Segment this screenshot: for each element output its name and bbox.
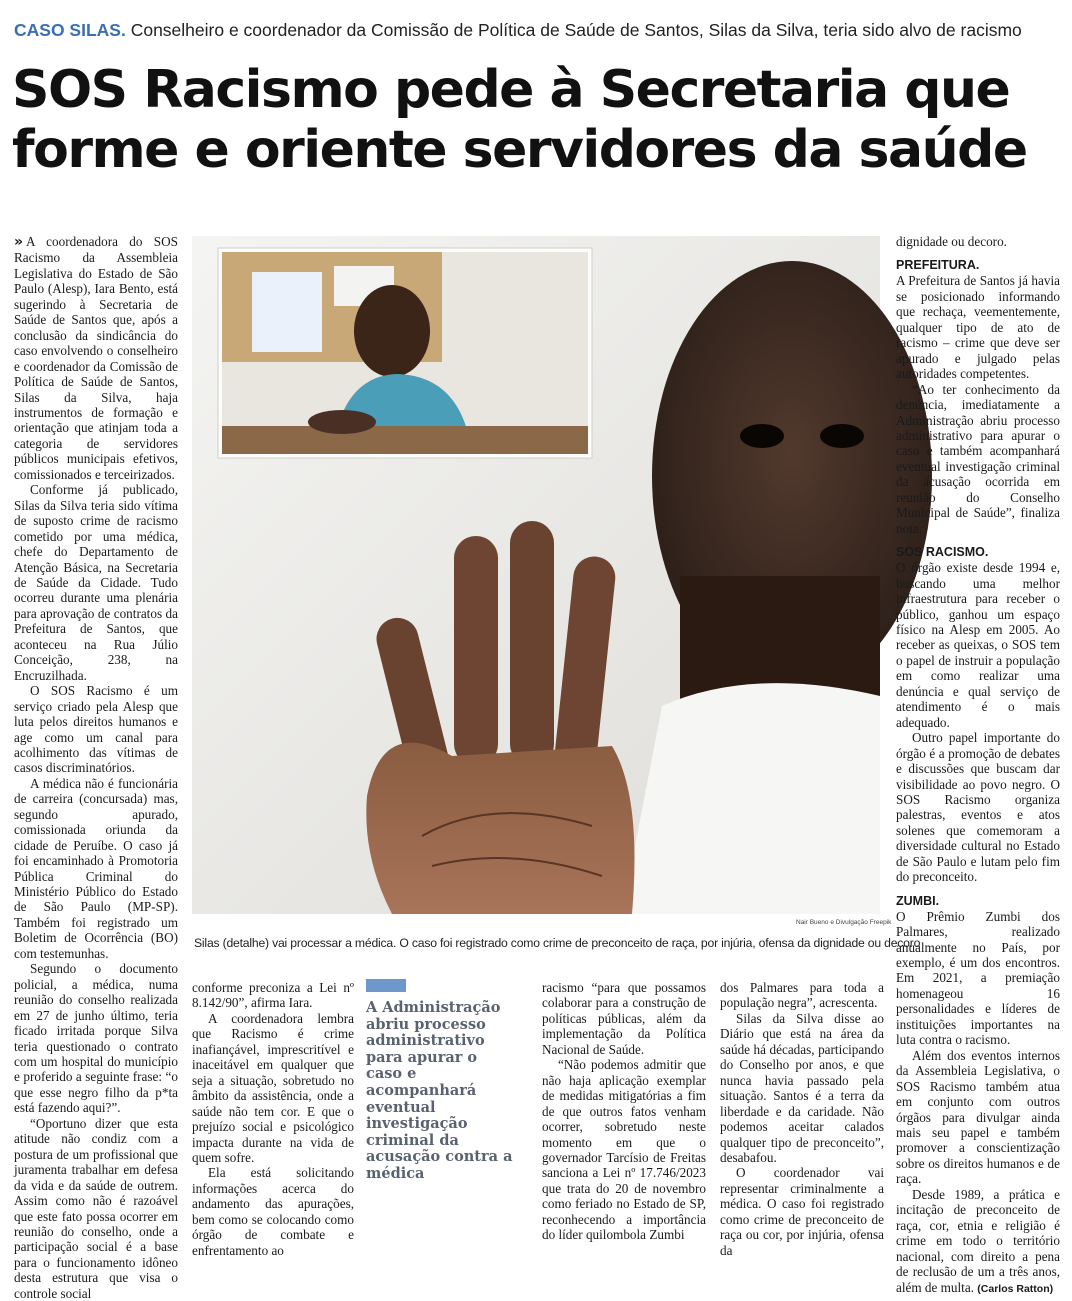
paragraph: Silas da Silva disse ao Diário que está na área da saúde há décadas, participando do Conselho por anos, e que nunca havia passado pela situação. Santos é a terra da liberdade e da caridade. Não podemos aceitar calados qualquer tipo de preconceito”, desabafou. xyxy=(720,1010,884,1165)
photo-credit: Nair Bueno e Divulgação Freepik xyxy=(796,919,892,926)
paragraph: O SOS Racismo é um serviço criado pela Alesp que luta pelos direitos humanos e age como um canal para acolhimento das vítimas de casos discriminatórios. xyxy=(14,683,178,776)
paragraph: “Ao ter conhecimento da denúncia, imediatamente a Administração abriu processo administrativo para apurar o caso e também acompanhará eventual investigação criminal da acusação ocorrida em reunião do Conselho Municipal de Saúde”, finaliza nota. xyxy=(896,381,1060,536)
kicker-line xyxy=(14,20,1064,41)
article-column-3 xyxy=(542,980,706,1243)
paragraph: Conforme já publicado, Silas da Silva teria sido vítima de suposto crime de racismo cometido por uma médica, chefe do Departamento de Atenção Básica, na Secretaria de Saúde da Cidade. Tudo ocorreu durante uma plenária para aprovação de contratos da Prefeitura de Santos, que aconteceu na Rua Júlio Conceição, 238, na Encruzilhada. xyxy=(14,482,178,683)
kicker-subtitle: Conselheiro e coordenador da Comissão de Política de Saúde de Santos, Silas da Silva, teria sido alvo de racismo xyxy=(130,20,1022,40)
article-column-5 xyxy=(896,234,1060,1297)
paragraph: O Prêmio Zumbi dos Palmares, realizado anualmente no País, por exemplo, é um dos encontros. Em 2021, a premiação homenageou 16 personalidades e líderes de instituições importantes na luta contra o racismo. xyxy=(896,908,1060,1048)
subhead-zumbi: ZUMBI. xyxy=(896,893,940,908)
headline: SOS Racismo pede à Secretaria que forme e oriente servidores da saúde xyxy=(12,60,1027,180)
paragraph: A Prefeitura de Santos já havia se posicionado informando que rechaça, veementemente, qualquer tipo de ato de racismo – crime que deve ser apurado e julgado pelas autoridades competentes. xyxy=(896,273,1060,382)
photo-caption: Silas (detalhe) vai processar a médica. O caso foi registrado como crime de preconceito de raça, por injúria, ofensa da dignidade ou decoro xyxy=(194,936,921,950)
article-column-1 xyxy=(14,234,178,1301)
paragraph: A coordenadora lembra que Racismo é crime inafiançável, imprescritível e inaceitável em qualquer que seja a situação, sobretudo no âmbito da assistência, onde a saúde não tem cor. E que o prejuízo social e psicológico impacta durante na vida de quem sofre. xyxy=(192,1010,354,1165)
author-signature: (Carlos Ratton) xyxy=(977,1282,1054,1295)
pullquote-bar xyxy=(366,979,406,992)
paragraph: conforme preconiza a Lei nº 8.142/90”, afirma Iara. xyxy=(192,980,354,1011)
kicker-tag: CASO SILAS. xyxy=(14,20,126,40)
double-chevron-icon: » xyxy=(14,234,24,250)
pullquote: A Administração abriu processo administrativo para apurar o caso e acompanhará eventual investigação criminal da acusação contra a médica xyxy=(366,999,513,1182)
paragraph: Segundo o documento policial, a médica, numa reunião do conselho realizada em 27 de junho último, teria ficado irritada porque Silva teria questionado o contrato com um hospital do município e proferido a seguinte frase: “o que esse negro filho da p*ta está fazendo aqui?”. xyxy=(14,961,178,1116)
paragraph: “Não podemos admitir que não haja aplicação exemplar de medidas mitigatórias a fim de que outros fatos venham ocorrer, sobretudo neste momento em que o governador Tarcísio de Freitas sanciona a Lei nº 17.746/2023 que trata do 20 de novembro como feriado no Estado de SP, reconhecendo a importância do líder quilombola Zumbi xyxy=(542,1057,706,1243)
paragraph: O coordenador vai representar criminalmente a médica. O caso foi registrado como crime de preconceito de raça ou cor, por injúria, ofensa da xyxy=(720,1165,884,1258)
paragraph: A médica não é funcionária de carreira (concursada) mas, segundo apurado, comissionada oriunda da cidade de Peruíbe. O caso já foi encaminhado à Promotoria Pública Criminal do Ministério Público do Estado de São Paulo (MP-SP). Também foi registrado um Boletim de Ocorrência (BO) com testemunhas. xyxy=(14,775,178,961)
subhead-prefeitura: PREFEITURA. xyxy=(896,258,980,273)
paragraph: O órgão existe desde 1994 e, buscando uma melhor infraestrutura para receber o público, ganhou um espaço físico na Alesp em 2005. Ao receber as queixas, o SOS tem o papel de instruir a população em como realizar uma denúncia e qual serviço de atendimento é o mais adequado. xyxy=(896,560,1060,730)
paragraph: » A coordenadora do SOS Racismo da Assembleia Legislativa do Estado de São Paulo (Alesp), Iara Bento, está sugerindo à Secretaria de Saúde de Santos que, após a conclusão da sindicância do caso envolvendo o conselheiro e coordenador da Comissão de Política de Saúde de Santos, Silas da Silva, haja instrumentos de formação e orientação que atinjam toda a categoria de servidores públicos municipais efetivos, comissionados e terceirizados. xyxy=(14,234,178,482)
paragraph: Além dos eventos internos da Assembleia Legislativa, o SOS Racismo também atua em conjunto com outros órgãos para divulgar ainda mais seu papel e também promover a conscientização sobre os direitos humanos e de raça. xyxy=(896,1047,1060,1187)
paragraph: Outro papel importante do órgão é a promoção de debates e discussões que buscam dar visibilidade ao povo negro. O SOS Racismo organiza palestras, eventos e atos solenes que comemoram a diversidade cultural no Estado de São Paulo e lutam pelo fim do preconceito. xyxy=(896,730,1060,885)
article-column-2 xyxy=(192,980,354,1258)
article-column-4 xyxy=(720,980,884,1258)
subhead-sos-racismo: SOS RACISMO. xyxy=(896,545,989,560)
article-photo xyxy=(192,236,880,914)
paragraph: dos Palmares para toda a população negra”, acrescenta. xyxy=(720,980,884,1011)
paragraph: Desde 1989, a prática e incitação de preconceito de raça, cor, etnia e religião é crime em todo o território nacional, com direito a pena de reclusão de um a três anos, além de multa. (Carlos Ratton) xyxy=(896,1186,1060,1295)
paragraph: racismo “para que possamos colaborar para a construção de políticas públicas, além da implementação da Política Nacional de Saúde. xyxy=(542,980,706,1057)
paragraph: dignidade ou decoro. xyxy=(896,234,1007,249)
paragraph: Ela está solicitando informações acerca do andamento das apurações, bem como se colocando como órgão de combate e enfrentamento ao xyxy=(192,1165,354,1258)
paragraph: “Oportuno dizer que esta atitude não condiz com a postura de um profissional que juramenta trabalhar em defesa da vida e da saúde de outrem. Assim como não é razoável que este fato possa ocorrer em reunião do conselho, onde a participação social é a base para o funcionamento idôneo desta estrutura que visa o controle social xyxy=(14,1115,178,1301)
photo-illustration xyxy=(192,236,880,914)
